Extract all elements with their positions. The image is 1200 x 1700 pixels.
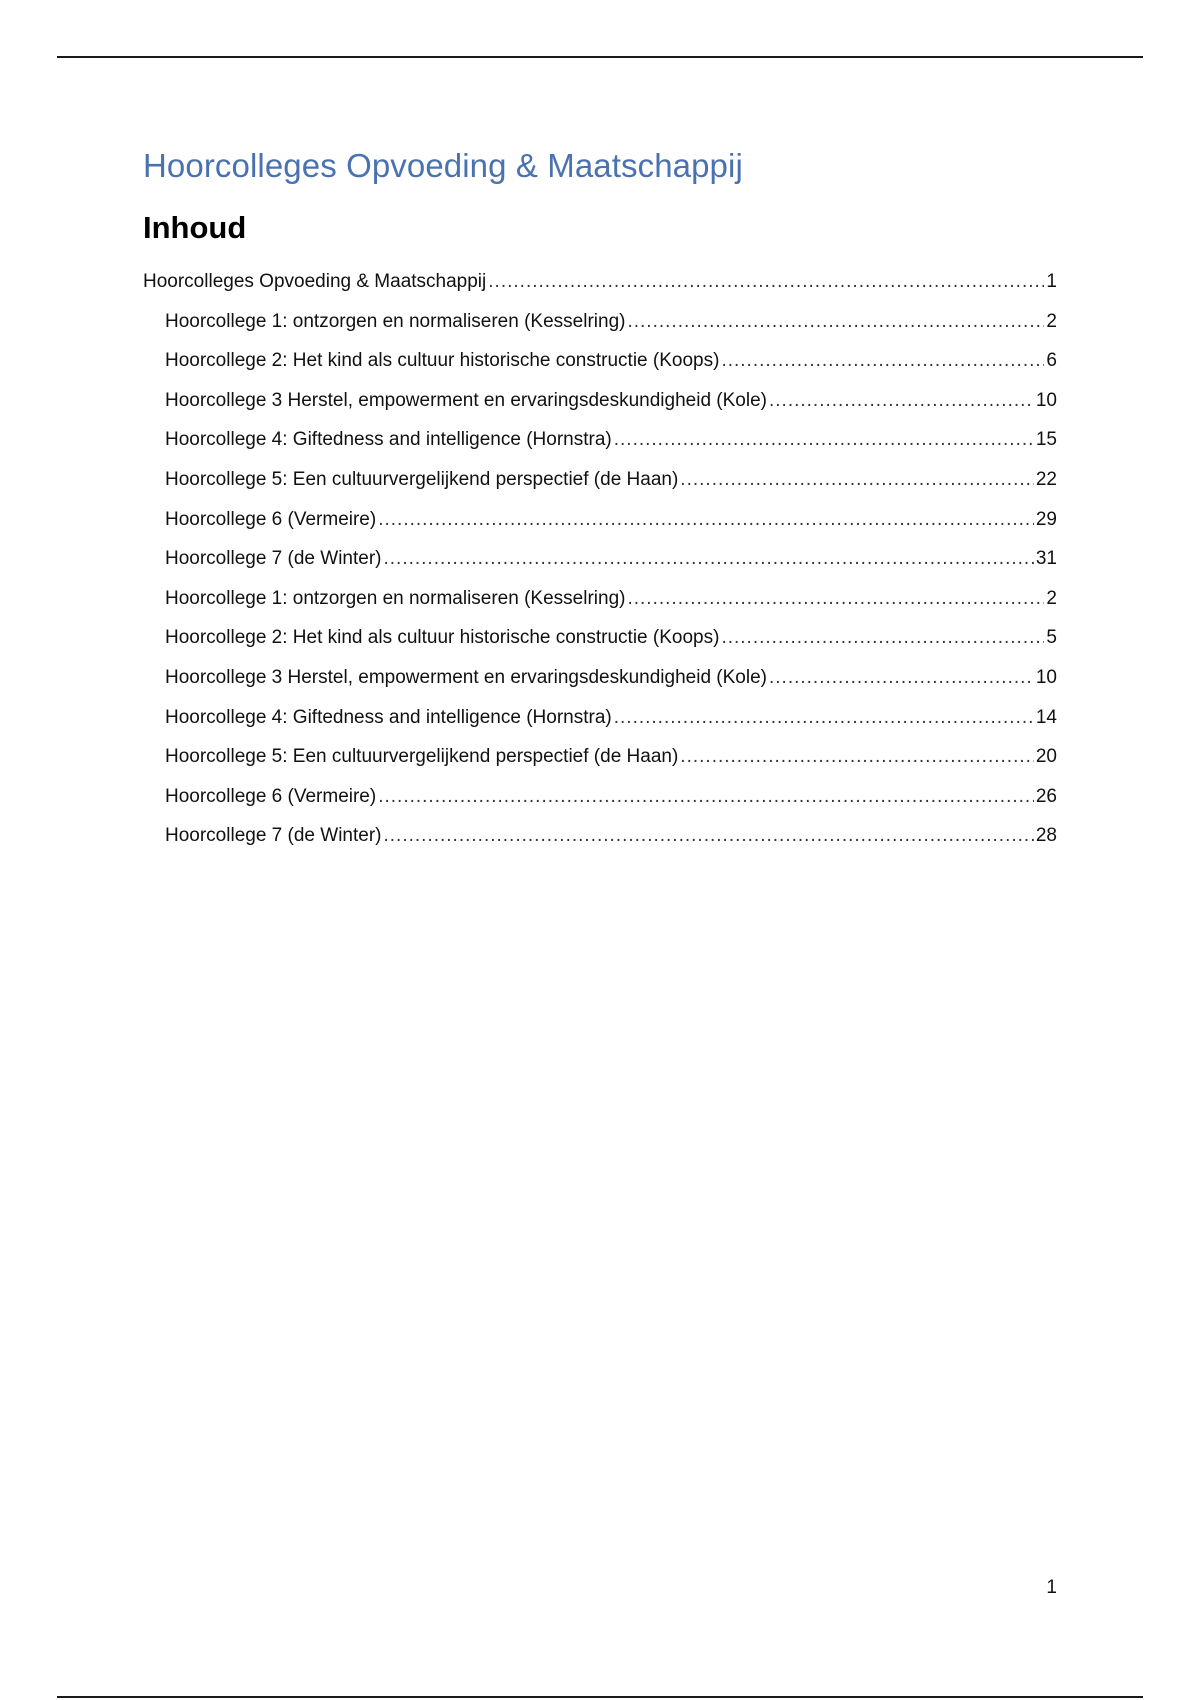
toc-entry-page: 26 xyxy=(1035,785,1057,807)
toc-dot-leader xyxy=(614,420,1034,460)
toc-heading: Inhoud xyxy=(143,210,247,245)
toc-entry-label: Hoorcollege 5: Een cultuurvergelijkend perspectief (de Haan) xyxy=(165,468,679,490)
toc-entry[interactable] xyxy=(143,777,1057,817)
toc-entry[interactable] xyxy=(143,381,1057,421)
toc-entry[interactable] xyxy=(143,302,1057,342)
toc-dot-leader xyxy=(721,618,1044,658)
toc-entry[interactable] xyxy=(143,420,1057,460)
toc-entry-label: Hoorcolleges Opvoeding & Maatschappij xyxy=(143,271,487,292)
toc-dot-leader xyxy=(383,539,1033,579)
toc-entry-label: Hoorcollege 2: Het kind als cultuur historische constructie (Koops) xyxy=(165,627,720,649)
toc-entry[interactable] xyxy=(143,500,1057,540)
toc-entry[interactable] xyxy=(143,539,1057,579)
toc-entry[interactable] xyxy=(143,737,1057,777)
toc-entry-page: 20 xyxy=(1035,746,1057,768)
page-number: 1 xyxy=(1046,1577,1057,1598)
toc-entry-label: Hoorcollege 1: ontzorgen en normaliseren (Kesselring) xyxy=(165,310,626,332)
toc-entry[interactable] xyxy=(143,658,1057,698)
toc-entry-label: Hoorcollege 3 Herstel, empowerment en ervaringsdeskundigheid (Kole) xyxy=(165,666,767,688)
toc-dot-leader xyxy=(383,816,1033,856)
toc-dot-leader xyxy=(378,777,1034,817)
toc-entry-page: 2 xyxy=(1046,310,1057,332)
toc-entry-page: 5 xyxy=(1046,627,1057,649)
toc-entry[interactable] xyxy=(143,460,1057,500)
toc-entry-page: 15 xyxy=(1035,429,1057,451)
toc-entry-page: 2 xyxy=(1046,587,1057,609)
toc-entry-label: Hoorcollege 6 (Vermeire) xyxy=(165,785,377,807)
table-of-contents xyxy=(143,262,1057,856)
toc-entry-label: Hoorcollege 2: Het kind als cultuur historische constructie (Koops) xyxy=(165,350,720,372)
toc-entry-label: Hoorcollege 5: Een cultuurvergelijkend perspectief (de Haan) xyxy=(165,746,679,768)
toc-dot-leader xyxy=(488,262,1044,302)
footer-rule xyxy=(57,1696,1143,1698)
header-rule xyxy=(57,56,1143,58)
toc-entry-label: Hoorcollege 4: Giftedness and intelligence (Hornstra) xyxy=(165,429,612,451)
toc-dot-leader xyxy=(769,658,1034,698)
toc-dot-leader xyxy=(680,460,1034,500)
toc-entry-page: 31 xyxy=(1035,548,1057,570)
toc-entry[interactable] xyxy=(143,698,1057,738)
toc-entry-label: Hoorcollege 4: Giftedness and intelligence (Hornstra) xyxy=(165,706,612,728)
toc-entry-page: 10 xyxy=(1035,389,1057,411)
toc-dot-leader xyxy=(614,698,1034,738)
toc-dot-leader xyxy=(721,341,1044,381)
toc-entry-label: Hoorcollege 3 Herstel, empowerment en ervaringsdeskundigheid (Kole) xyxy=(165,389,767,411)
toc-entry-page: 1 xyxy=(1046,271,1057,292)
toc-entry[interactable] xyxy=(143,816,1057,856)
toc-entry[interactable] xyxy=(143,262,1057,302)
toc-entry-page: 28 xyxy=(1035,825,1057,847)
toc-entry-label: Hoorcollege 6 (Vermeire) xyxy=(165,508,377,530)
toc-dot-leader xyxy=(769,381,1034,421)
toc-entry-label: Hoorcollege 7 (de Winter) xyxy=(165,548,382,570)
page-content xyxy=(143,144,1057,856)
toc-entry-page: 22 xyxy=(1035,468,1057,490)
toc-entry-page: 10 xyxy=(1035,666,1057,688)
toc-entry-page: 14 xyxy=(1035,706,1057,728)
toc-entry-label: Hoorcollege 1: ontzorgen en normaliseren (Kesselring) xyxy=(165,587,626,609)
toc-dot-leader xyxy=(680,737,1034,777)
toc-entry[interactable] xyxy=(143,341,1057,381)
toc-entry-page: 29 xyxy=(1035,508,1057,530)
toc-dot-leader xyxy=(627,302,1044,342)
toc-entry-page: 6 xyxy=(1046,350,1057,372)
toc-dot-leader xyxy=(627,579,1044,619)
document-title: Hoorcolleges Opvoeding & Maatschappij xyxy=(143,147,743,184)
toc-entry[interactable] xyxy=(143,579,1057,619)
toc-entry-label: Hoorcollege 7 (de Winter) xyxy=(165,825,382,847)
toc-dot-leader xyxy=(378,500,1034,540)
toc-entry[interactable] xyxy=(143,618,1057,658)
